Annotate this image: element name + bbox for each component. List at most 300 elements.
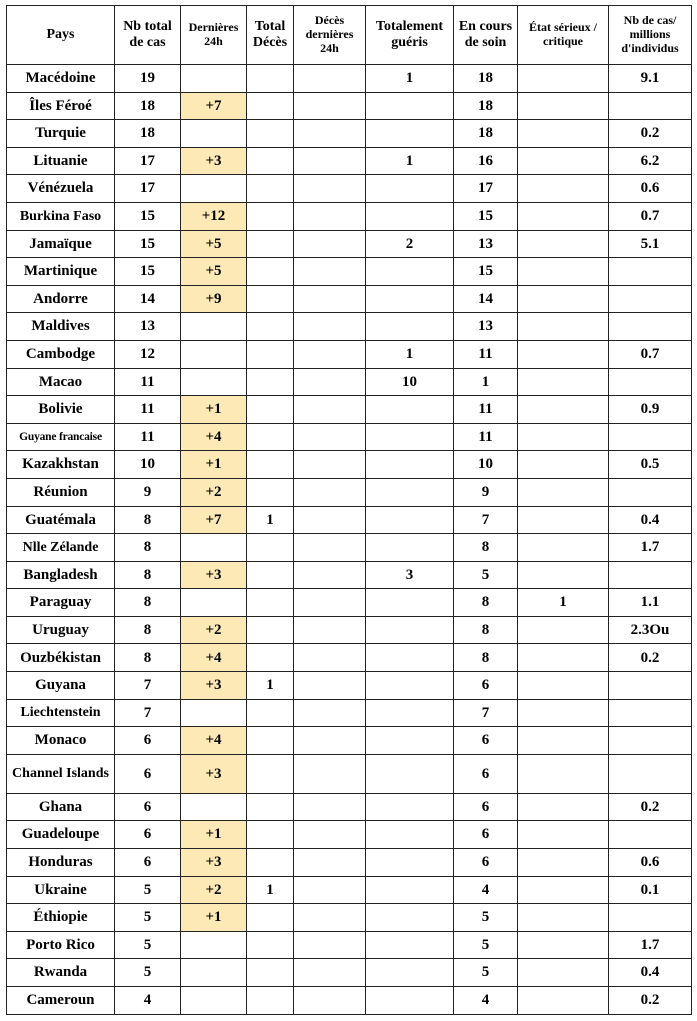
cell-total: 15 (115, 202, 181, 230)
table-row (7, 959, 692, 987)
cell-deaths24 (294, 561, 366, 589)
table-row (7, 423, 692, 451)
cell-serious (518, 849, 609, 877)
cell-active: 6 (454, 672, 518, 700)
cell-permillion: 2.3Ou (609, 616, 692, 644)
cell-deaths (247, 92, 294, 120)
cell-recovered (366, 987, 454, 1015)
cell-new24 (181, 340, 247, 368)
cell-total: 15 (115, 258, 181, 286)
cell-new24 (181, 959, 247, 987)
cell-serious (518, 561, 609, 589)
country-cell: Macédoine (7, 65, 115, 93)
cell-deaths (247, 821, 294, 849)
country-cell: Andorre (7, 285, 115, 313)
cell-deaths24 (294, 340, 366, 368)
cell-deaths (247, 589, 294, 617)
cell-serious (518, 793, 609, 821)
cell-deaths (247, 65, 294, 93)
cell-permillion (609, 754, 692, 793)
cell-permillion: 0.1 (609, 876, 692, 904)
cell-deaths24 (294, 959, 366, 987)
cell-total: 7 (115, 699, 181, 727)
cell-permillion (609, 478, 692, 506)
cell-serious (518, 931, 609, 959)
cell-active: 8 (454, 644, 518, 672)
table-row (7, 876, 692, 904)
cell-deaths (247, 258, 294, 286)
cell-active: 6 (454, 849, 518, 877)
cell-deaths: 1 (247, 876, 294, 904)
cell-permillion (609, 561, 692, 589)
cell-deaths24 (294, 92, 366, 120)
table-body (7, 65, 692, 1015)
cell-serious (518, 313, 609, 341)
cell-active: 18 (454, 65, 518, 93)
cell-active: 7 (454, 506, 518, 534)
cell-new24 (181, 987, 247, 1015)
cell-new24: +3 (181, 754, 247, 793)
column-header-new24: Dernières 24h (181, 6, 247, 65)
cell-serious (518, 396, 609, 424)
cell-recovered: 1 (366, 65, 454, 93)
cell-permillion (609, 423, 692, 451)
cell-active: 7 (454, 699, 518, 727)
cell-total: 6 (115, 754, 181, 793)
cell-total: 6 (115, 821, 181, 849)
cell-permillion (609, 313, 692, 341)
cell-deaths24 (294, 396, 366, 424)
country-cell: Cambodge (7, 340, 115, 368)
table-row (7, 396, 692, 424)
cell-total: 8 (115, 589, 181, 617)
cell-total: 17 (115, 147, 181, 175)
cell-serious (518, 754, 609, 793)
cell-permillion (609, 904, 692, 932)
cell-permillion: 0.7 (609, 202, 692, 230)
cell-permillion: 0.4 (609, 506, 692, 534)
cell-recovered (366, 120, 454, 148)
country-cell: Uruguay (7, 616, 115, 644)
cell-serious (518, 340, 609, 368)
country-cell: Guadeloupe (7, 821, 115, 849)
cell-deaths: 1 (247, 672, 294, 700)
cell-active: 6 (454, 821, 518, 849)
cell-recovered (366, 616, 454, 644)
table-row (7, 120, 692, 148)
cell-deaths24 (294, 987, 366, 1015)
table-row (7, 478, 692, 506)
cell-total: 11 (115, 368, 181, 396)
cell-serious (518, 451, 609, 479)
cell-deaths (247, 423, 294, 451)
cell-active: 15 (454, 258, 518, 286)
cell-permillion: 1.7 (609, 534, 692, 562)
cell-serious (518, 904, 609, 932)
cell-new24 (181, 589, 247, 617)
cell-active: 4 (454, 987, 518, 1015)
cell-recovered (366, 876, 454, 904)
table-row (7, 534, 692, 562)
cell-deaths (247, 175, 294, 203)
cell-deaths (247, 478, 294, 506)
cell-active: 6 (454, 754, 518, 793)
cell-new24: +12 (181, 202, 247, 230)
country-cell: Macao (7, 368, 115, 396)
cell-total: 6 (115, 727, 181, 755)
cell-total: 7 (115, 672, 181, 700)
column-header-total: Nb total de cas (115, 6, 181, 65)
cell-total: 13 (115, 313, 181, 341)
cell-deaths (247, 313, 294, 341)
cell-active: 8 (454, 534, 518, 562)
cell-active: 16 (454, 147, 518, 175)
cell-deaths (247, 534, 294, 562)
cell-deaths24 (294, 589, 366, 617)
cell-total: 8 (115, 534, 181, 562)
cell-recovered (366, 644, 454, 672)
cell-deaths24 (294, 699, 366, 727)
table-row (7, 202, 692, 230)
cell-deaths (247, 904, 294, 932)
table-row (7, 727, 692, 755)
cell-new24 (181, 793, 247, 821)
cell-recovered: 1 (366, 147, 454, 175)
country-cell: Ghana (7, 793, 115, 821)
cell-serious (518, 727, 609, 755)
table-row (7, 147, 692, 175)
cell-recovered (366, 175, 454, 203)
cell-recovered: 2 (366, 230, 454, 258)
cell-deaths (247, 793, 294, 821)
country-cell: Channel Islands (7, 754, 115, 793)
table-row (7, 616, 692, 644)
column-header-active: En cours de soin (454, 6, 518, 65)
cell-new24 (181, 534, 247, 562)
cell-active: 11 (454, 340, 518, 368)
table-row (7, 175, 692, 203)
cell-total: 5 (115, 931, 181, 959)
cell-new24: +1 (181, 821, 247, 849)
cell-total: 11 (115, 396, 181, 424)
cell-active: 8 (454, 589, 518, 617)
cell-new24: +5 (181, 258, 247, 286)
cell-permillion: 1.7 (609, 931, 692, 959)
cell-serious (518, 987, 609, 1015)
cell-deaths (247, 147, 294, 175)
cell-deaths24 (294, 821, 366, 849)
cell-permillion: 6.2 (609, 147, 692, 175)
country-cell: Îles Féroé (7, 92, 115, 120)
cell-deaths24 (294, 931, 366, 959)
cell-total: 6 (115, 849, 181, 877)
table-row (7, 451, 692, 479)
cell-deaths24 (294, 754, 366, 793)
cell-deaths24 (294, 644, 366, 672)
cell-new24: +7 (181, 92, 247, 120)
column-header-permillion: Nb de cas/ millions d'individus (609, 6, 692, 65)
cell-recovered: 3 (366, 561, 454, 589)
country-cell: Nlle Zélande (7, 534, 115, 562)
cell-recovered (366, 506, 454, 534)
cell-permillion: 0.6 (609, 849, 692, 877)
table-row (7, 340, 692, 368)
cell-deaths (247, 368, 294, 396)
cell-deaths (247, 561, 294, 589)
cell-deaths24 (294, 793, 366, 821)
table-row (7, 821, 692, 849)
table-row (7, 754, 692, 793)
cell-recovered (366, 727, 454, 755)
cell-recovered: 10 (366, 368, 454, 396)
cell-deaths24 (294, 478, 366, 506)
cell-serious (518, 876, 609, 904)
cell-recovered: 1 (366, 340, 454, 368)
cell-active: 1 (454, 368, 518, 396)
cell-new24: +2 (181, 616, 247, 644)
cell-active: 15 (454, 202, 518, 230)
cell-deaths (247, 202, 294, 230)
cell-permillion: 9.1 (609, 65, 692, 93)
country-cell: Turquie (7, 120, 115, 148)
cell-recovered (366, 589, 454, 617)
cell-deaths (247, 451, 294, 479)
cell-total: 14 (115, 285, 181, 313)
cell-new24: +4 (181, 727, 247, 755)
country-cell: Réunion (7, 478, 115, 506)
cell-deaths24 (294, 202, 366, 230)
cell-permillion (609, 699, 692, 727)
cell-deaths24 (294, 230, 366, 258)
country-cell: Guyane francaise (7, 423, 115, 451)
cell-new24 (181, 65, 247, 93)
cell-recovered (366, 534, 454, 562)
cell-deaths24 (294, 368, 366, 396)
cell-total: 8 (115, 644, 181, 672)
country-cell: Bolivie (7, 396, 115, 424)
cell-recovered (366, 451, 454, 479)
cell-active: 11 (454, 423, 518, 451)
cell-total: 5 (115, 904, 181, 932)
cell-active: 6 (454, 727, 518, 755)
table-row (7, 987, 692, 1015)
cell-deaths (247, 987, 294, 1015)
cell-deaths (247, 959, 294, 987)
cell-active: 9 (454, 478, 518, 506)
cell-total: 5 (115, 876, 181, 904)
country-cell: Maldives (7, 313, 115, 341)
cell-recovered (366, 396, 454, 424)
cell-recovered (366, 478, 454, 506)
cell-new24: +4 (181, 644, 247, 672)
cell-recovered (366, 849, 454, 877)
cell-permillion: 1.1 (609, 589, 692, 617)
cell-deaths24 (294, 120, 366, 148)
country-cell: Rwanda (7, 959, 115, 987)
table-row (7, 793, 692, 821)
cell-permillion (609, 258, 692, 286)
cell-new24: +2 (181, 876, 247, 904)
cell-new24: +3 (181, 561, 247, 589)
cell-total: 10 (115, 451, 181, 479)
cell-recovered (366, 699, 454, 727)
country-cell: Porto Rico (7, 931, 115, 959)
table-row (7, 230, 692, 258)
cell-active: 13 (454, 313, 518, 341)
cell-deaths24 (294, 616, 366, 644)
cell-new24: +7 (181, 506, 247, 534)
country-cell: Guatémala (7, 506, 115, 534)
cell-total: 12 (115, 340, 181, 368)
table-row (7, 258, 692, 286)
table-row (7, 285, 692, 313)
cell-recovered (366, 285, 454, 313)
cell-deaths (247, 230, 294, 258)
table-row (7, 313, 692, 341)
cell-active: 5 (454, 561, 518, 589)
cell-deaths (247, 616, 294, 644)
cell-serious (518, 230, 609, 258)
cell-recovered (366, 959, 454, 987)
cell-permillion (609, 368, 692, 396)
table-row (7, 672, 692, 700)
cell-new24: +3 (181, 672, 247, 700)
cell-total: 5 (115, 959, 181, 987)
cell-active: 8 (454, 616, 518, 644)
cell-deaths24 (294, 506, 366, 534)
cell-deaths24 (294, 65, 366, 93)
table-row (7, 699, 692, 727)
cell-active: 5 (454, 904, 518, 932)
cell-deaths24 (294, 285, 366, 313)
column-header-pays: Pays (7, 6, 115, 65)
column-header-deaths: Total Décès (247, 6, 294, 65)
cell-total: 8 (115, 616, 181, 644)
cell-deaths24 (294, 534, 366, 562)
country-cell: Bangladesh (7, 561, 115, 589)
cell-recovered (366, 754, 454, 793)
covid-cases-table (6, 5, 692, 1015)
cell-new24: +1 (181, 904, 247, 932)
table-row (7, 561, 692, 589)
country-cell: Ukraine (7, 876, 115, 904)
column-header-recovered: Totalement guéris (366, 6, 454, 65)
cell-active: 10 (454, 451, 518, 479)
table-row (7, 644, 692, 672)
table-row (7, 849, 692, 877)
table-header-row (7, 6, 692, 65)
cell-serious (518, 92, 609, 120)
country-cell: Kazakhstan (7, 451, 115, 479)
cell-serious (518, 368, 609, 396)
cell-total: 11 (115, 423, 181, 451)
cell-deaths24 (294, 849, 366, 877)
cell-recovered (366, 904, 454, 932)
cell-deaths24 (294, 904, 366, 932)
cell-permillion: 0.6 (609, 175, 692, 203)
cell-permillion: 0.4 (609, 959, 692, 987)
cell-serious (518, 175, 609, 203)
cell-serious (518, 672, 609, 700)
cell-recovered (366, 258, 454, 286)
cell-serious (518, 959, 609, 987)
cell-serious (518, 478, 609, 506)
column-header-deaths24: Décès dernières 24h (294, 6, 366, 65)
cell-deaths: 1 (247, 506, 294, 534)
cell-deaths24 (294, 727, 366, 755)
cell-new24 (181, 368, 247, 396)
cell-deaths (247, 699, 294, 727)
cell-permillion: 0.5 (609, 451, 692, 479)
cell-permillion: 0.9 (609, 396, 692, 424)
cell-permillion: 0.2 (609, 793, 692, 821)
cell-serious (518, 644, 609, 672)
cell-new24 (181, 313, 247, 341)
cell-total: 19 (115, 65, 181, 93)
cell-new24: +5 (181, 230, 247, 258)
country-cell: Liechtenstein (7, 699, 115, 727)
table-row (7, 368, 692, 396)
cell-active: 13 (454, 230, 518, 258)
cell-recovered (366, 423, 454, 451)
cell-new24 (181, 699, 247, 727)
cell-recovered (366, 672, 454, 700)
country-cell: Honduras (7, 849, 115, 877)
cell-new24: +3 (181, 147, 247, 175)
cell-new24 (181, 931, 247, 959)
cell-recovered (366, 92, 454, 120)
cell-new24: +1 (181, 396, 247, 424)
cell-deaths (247, 285, 294, 313)
cell-serious (518, 147, 609, 175)
cell-deaths24 (294, 451, 366, 479)
cell-permillion (609, 727, 692, 755)
cell-active: 11 (454, 396, 518, 424)
cell-deaths (247, 931, 294, 959)
cell-permillion (609, 285, 692, 313)
cell-serious (518, 616, 609, 644)
cell-serious (518, 423, 609, 451)
cell-recovered (366, 821, 454, 849)
cell-deaths24 (294, 313, 366, 341)
cell-total: 8 (115, 561, 181, 589)
country-cell: Jamaïque (7, 230, 115, 258)
column-header-serious: État sérieux / critique (518, 6, 609, 65)
cell-active: 4 (454, 876, 518, 904)
cell-total: 9 (115, 478, 181, 506)
cell-deaths (247, 849, 294, 877)
cell-serious (518, 821, 609, 849)
cell-total: 15 (115, 230, 181, 258)
table-row (7, 92, 692, 120)
cell-permillion (609, 92, 692, 120)
cell-recovered (366, 793, 454, 821)
cell-deaths (247, 120, 294, 148)
cell-total: 8 (115, 506, 181, 534)
cell-permillion: 0.2 (609, 120, 692, 148)
country-cell: Ouzbékistan (7, 644, 115, 672)
cell-active: 18 (454, 120, 518, 148)
cell-active: 5 (454, 931, 518, 959)
country-cell: Vénézuela (7, 175, 115, 203)
cell-serious (518, 120, 609, 148)
country-cell: Guyana (7, 672, 115, 700)
cell-deaths (247, 727, 294, 755)
country-cell: Martinique (7, 258, 115, 286)
cell-deaths24 (294, 175, 366, 203)
cell-serious (518, 506, 609, 534)
table-row (7, 904, 692, 932)
